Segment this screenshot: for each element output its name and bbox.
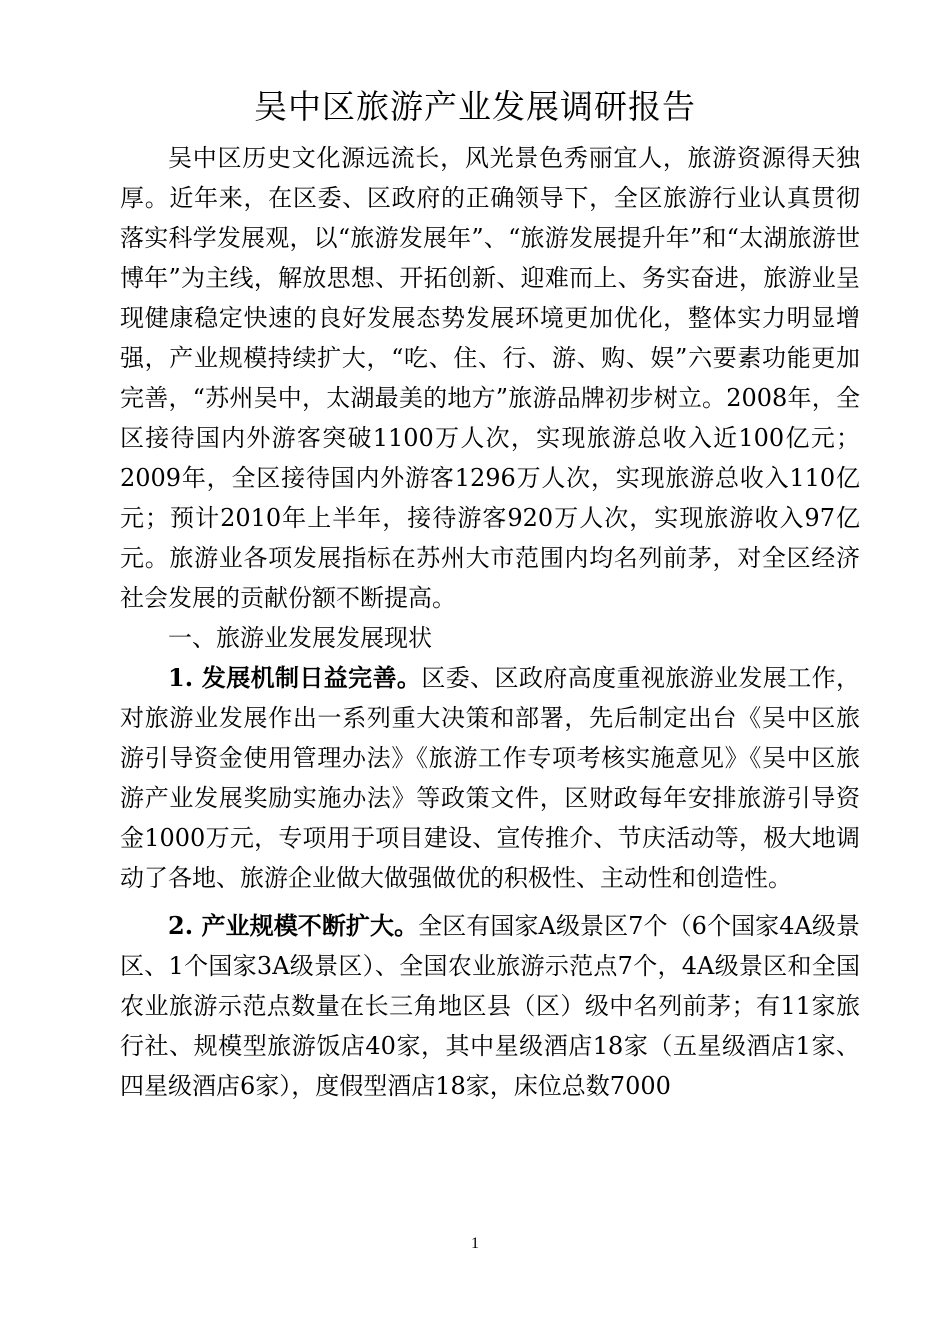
- item-2-text: 全区有国家A级景区7个（6个国家4A级景区、1个国家3A级景区）、全国农业旅游示范点7个，4A级景区和全国农业旅游示范点数量在长三角地区县（区）级中名列前茅；有11家旅行社、规模型旅游饭店40家，其中星级酒店18家（五星级酒店1家、四星级酒店6家），度假型酒店18家，床位总数7000: [120, 912, 860, 1100]
- page-number: 1: [471, 1235, 479, 1252]
- document-title: 吴中区旅游产业发展调研报告: [254, 87, 696, 126]
- document-body: [120, 138, 860, 1106]
- item-1-lead: 1. 发展机制日益完善。: [168, 663, 422, 692]
- item-1-text: 区委、区政府高度重视旅游业发展工作，对旅游业发展作出一系列重大决策和部署，先后制定出台《吴中区旅游引导资金使用管理办法》《旅游工作专项考核实施意见》《吴中区旅游产业发展奖励实施办法》等政策文件，区财政每年安排旅游引导资金1000万元，专项用于项目建设、宣传推介、节庆活动等，极大地调动了各地、旅游企业做大做强做优的积极性、主动性和创造性。: [120, 664, 860, 892]
- item-1-paragraph: [120, 658, 860, 898]
- section-heading: 一、旅游业发展发展现状: [168, 624, 432, 652]
- intro-paragraph: 吴中区历史文化源远流长，风光景色秀丽宜人，旅游资源得天独厚。近年来，在区委、区政府的正确领导下，全区旅游行业认真贯彻落实科学发展观，以“旅游发展年”、“旅游发展提升年”和“太湖旅游世博年”为主线，解放思想、开拓创新、迎难而上、务实奋进，旅游业呈现健康稳定快速的良好发展态势发展环境更加优化，整体实力明显增强，产业规模持续扩大，“吃、住、行、游、购、娱”六要素功能更加完善，“苏州吴中，太湖最美的地方”旅游品牌初步树立。2008年，全区接待国内外游客突破1100万人次，实现旅游总收入近100亿元；2009年，全区接待国内外游客1296万人次，实现旅游总收入110亿元；预计2010年上半年，接待游客920万人次，实现旅游收入97亿元。旅游业各项发展指标在苏州大市范围内均名列前茅，对全区经济社会发展的贡献份额不断提高。: [120, 144, 860, 612]
- item-2-paragraph: [120, 906, 860, 1106]
- item-2-lead: 2. 产业规模不断扩大。: [168, 911, 419, 940]
